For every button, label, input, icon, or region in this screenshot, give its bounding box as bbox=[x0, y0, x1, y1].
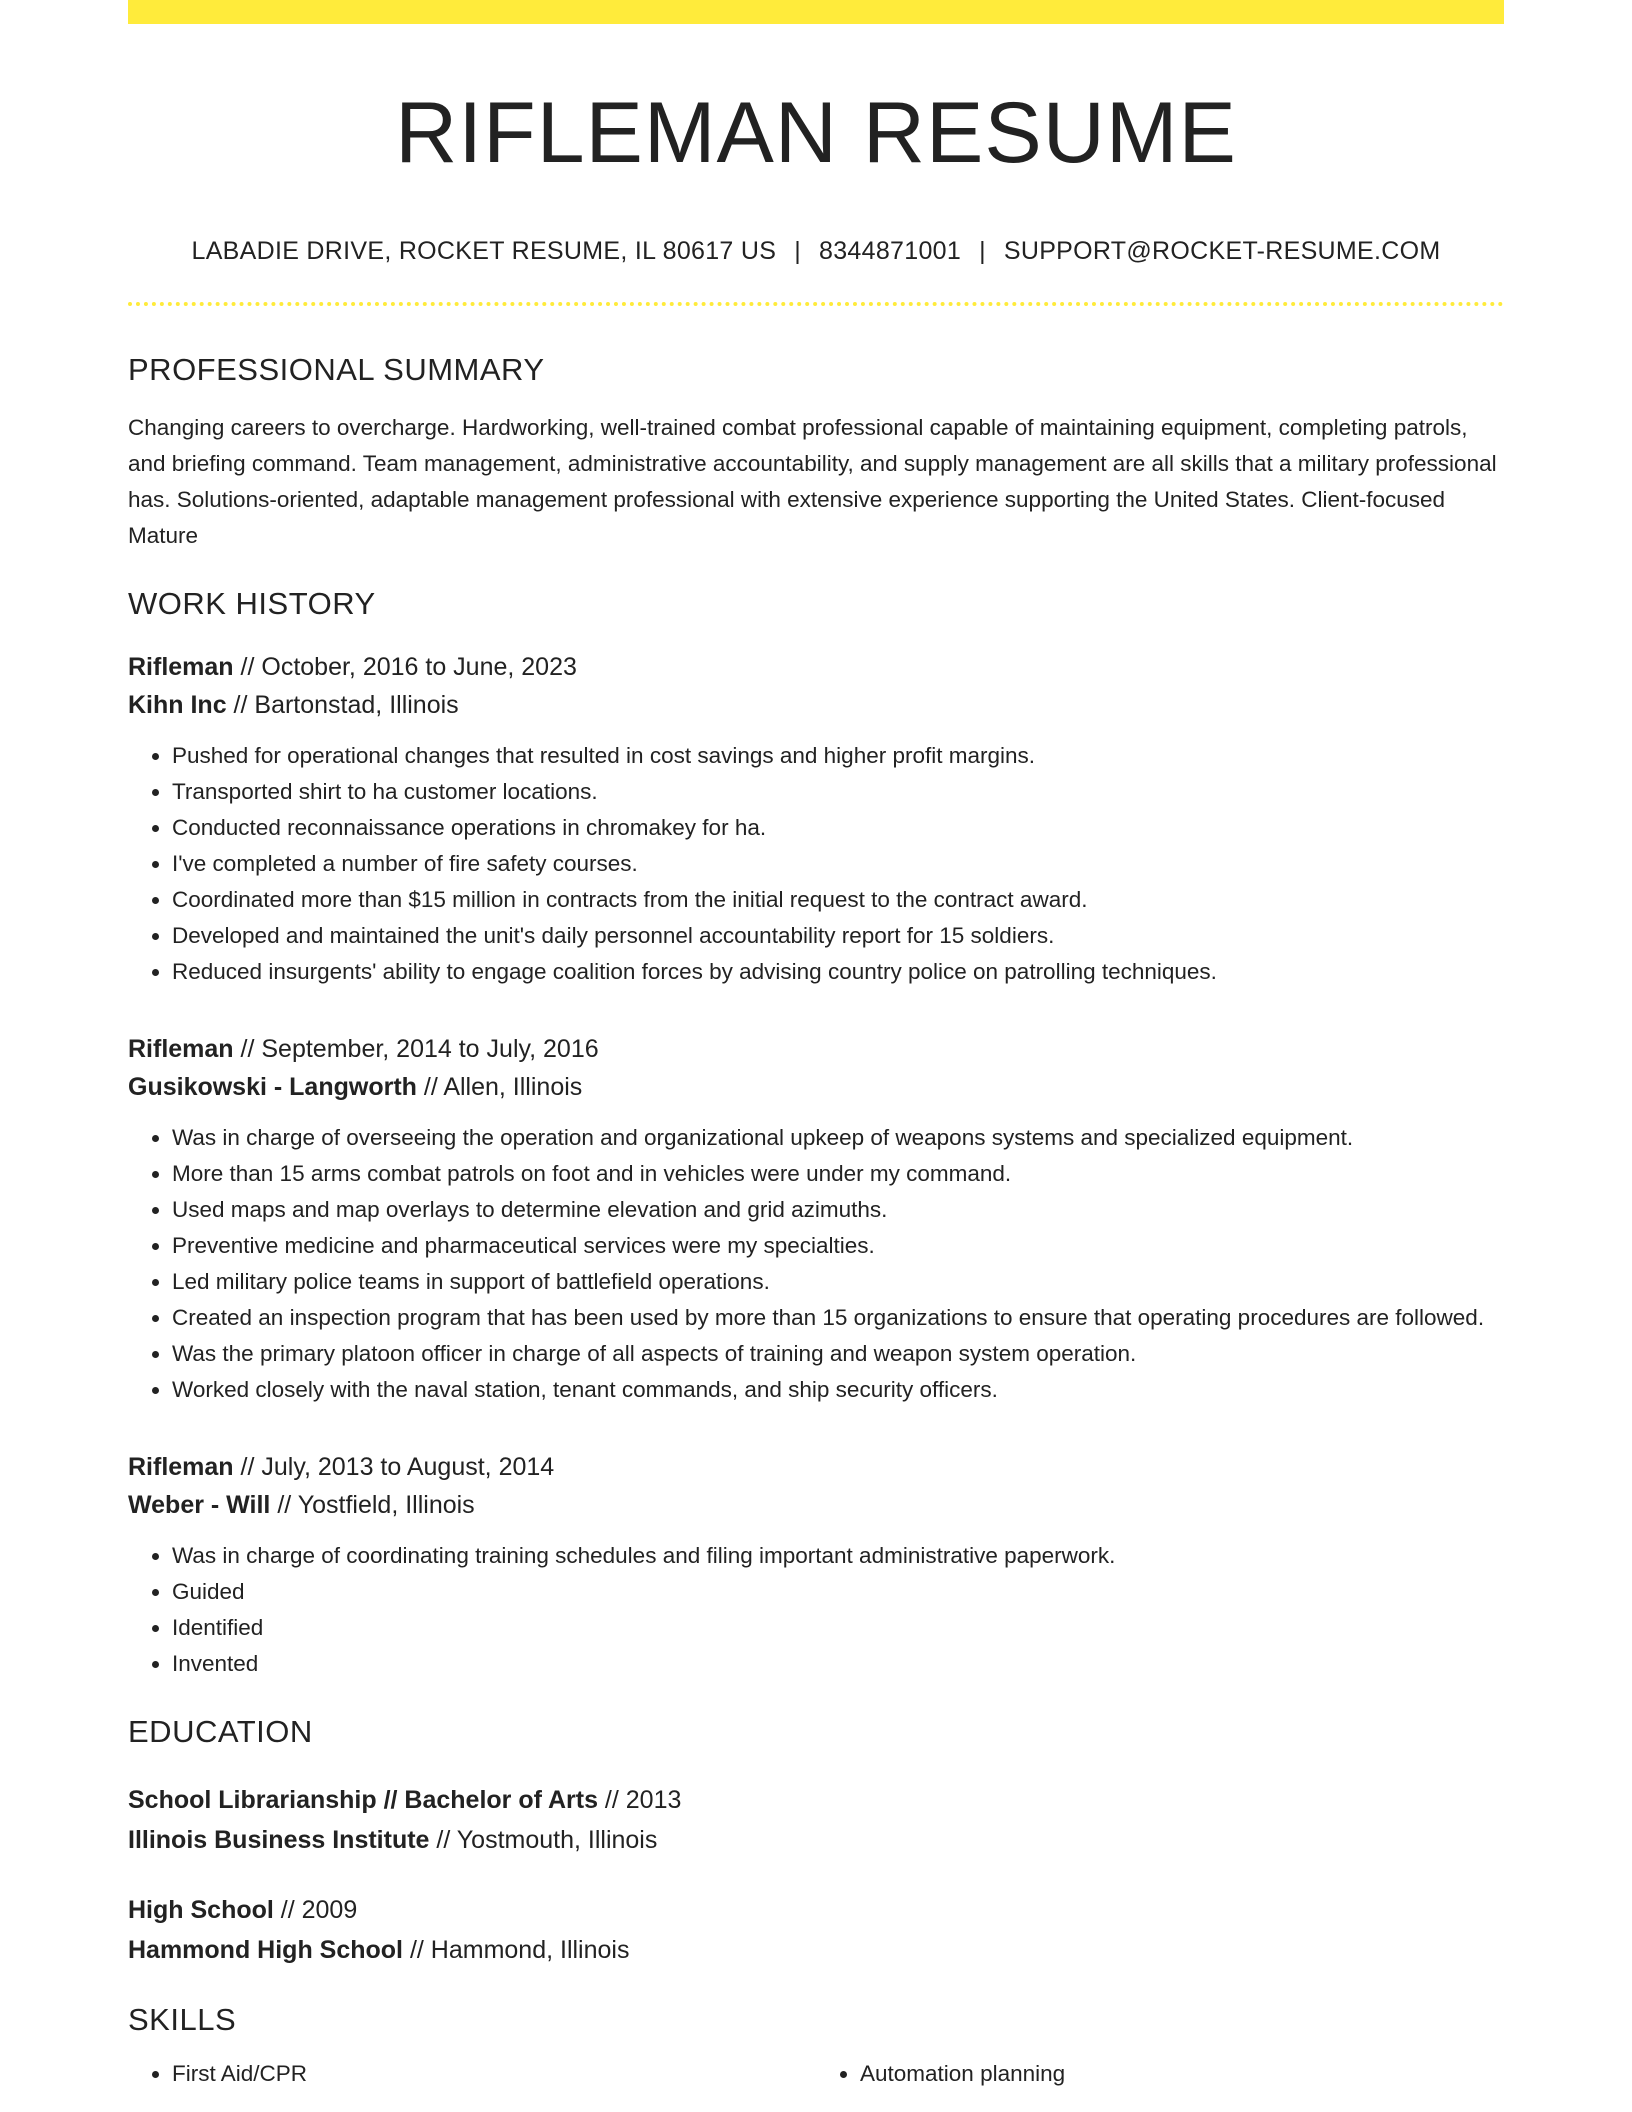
job-bullet: • Transported shirt to ha customer locations. bbox=[172, 774, 1504, 810]
job-bullets bbox=[128, 1538, 1504, 1682]
education-degree: School Librarianship // Bachelor of Arts bbox=[128, 1785, 598, 1814]
job-bullet: • Invented bbox=[172, 1646, 1504, 1682]
skills-heading: SKILLS bbox=[128, 2001, 237, 2037]
job-title-line bbox=[128, 648, 1504, 686]
job-bullet: • Guided bbox=[172, 1574, 1504, 1610]
education-school-line bbox=[128, 1930, 1504, 1970]
job-title-line bbox=[128, 1030, 1504, 1068]
contact-phone: 8344871001 bbox=[819, 236, 962, 265]
contact-email: SUPPORT@ROCKET-RESUME.COM bbox=[1003, 236, 1441, 265]
job-company-line bbox=[128, 686, 1504, 724]
contact-line bbox=[128, 237, 1504, 266]
job-bullet: • I've completed a number of fire safety courses. bbox=[172, 846, 1504, 882]
skill-item: • Automation planning bbox=[860, 2056, 1504, 2092]
job-company-line bbox=[128, 1486, 1504, 1524]
job-dates: // September, 2014 to July, 2016 bbox=[233, 1034, 599, 1063]
job-bullet: • Worked closely with the naval station, tenant commands, and ship security officers. bbox=[172, 1372, 1504, 1408]
job-bullet: • Created an inspection program that has been used by more than 15 organizations to ensure that operating procedures are followed. bbox=[172, 1300, 1504, 1336]
job-entry bbox=[128, 1448, 1504, 1682]
education-year: // 2009 bbox=[273, 1895, 358, 1924]
job-bullet: • Developed and maintained the unit's daily personnel accountability report for 15 soldiers. bbox=[172, 918, 1504, 954]
education-degree-line bbox=[128, 1890, 1504, 1930]
education-year: // 2013 bbox=[597, 1785, 682, 1814]
job-dates: // July, 2013 to August, 2014 bbox=[233, 1452, 555, 1481]
skills-list bbox=[128, 2056, 1504, 2092]
job-location: // Allen, Illinois bbox=[416, 1072, 583, 1101]
job-bullets bbox=[128, 738, 1504, 990]
job-bullet: • Identified bbox=[172, 1610, 1504, 1646]
education-school: Hammond High School bbox=[128, 1935, 403, 1964]
job-company: Weber - Will bbox=[128, 1490, 271, 1519]
education-school-line bbox=[128, 1820, 1504, 1860]
contact-separator: | bbox=[979, 236, 986, 265]
summary-text: Changing careers to overcharge. Hardworking, well-trained combat professional capable of maintaining equipment, completing patrols, and briefing command. Team management, administrative accountability, and supply management are all skills that a military professional has. Solutions-oriented, adaptable management professional with extensive experience supporting the United States. Client-focused Mature bbox=[128, 414, 1497, 548]
accent-top-bar bbox=[128, 0, 1504, 24]
job-bullets bbox=[128, 1120, 1504, 1408]
job-role: Rifleman bbox=[128, 1034, 234, 1063]
resume-title: RIFLEMAN RESUME bbox=[395, 85, 1237, 181]
job-bullet: • Was in charge of overseeing the operation and organizational upkeep of weapons systems and specialized equipment. bbox=[172, 1120, 1504, 1156]
job-bullet: • Preventive medicine and pharmaceutical services were my specialties. bbox=[172, 1228, 1504, 1264]
job-entry bbox=[128, 648, 1504, 990]
skills-column-left bbox=[128, 2056, 816, 2092]
education-entry bbox=[128, 1780, 1504, 1860]
job-bullet: • Led military police teams in support of battlefield operations. bbox=[172, 1264, 1504, 1300]
education-degree-line bbox=[128, 1780, 1504, 1820]
resume-page bbox=[128, 0, 1504, 2092]
job-bullet: • Coordinated more than $15 million in contracts from the initial request to the contract award. bbox=[172, 882, 1504, 918]
education-entry bbox=[128, 1890, 1504, 1970]
education-heading: EDUCATION bbox=[128, 1713, 313, 1749]
job-location: // Yostfield, Illinois bbox=[270, 1490, 475, 1519]
education-location: // Yostmouth, Illinois bbox=[429, 1825, 658, 1854]
job-bullet: • Conducted reconnaissance operations in chromakey for ha. bbox=[172, 810, 1504, 846]
job-bullet: • Pushed for operational changes that resulted in cost savings and higher profit margins. bbox=[172, 738, 1504, 774]
education-location: // Hammond, Illinois bbox=[403, 1935, 630, 1964]
job-bullet: • Reduced insurgents' ability to engage coalition forces by advising country police on patrolling techniques. bbox=[172, 954, 1504, 990]
job-dates: // October, 2016 to June, 2023 bbox=[233, 652, 577, 681]
work-history-heading: WORK HISTORY bbox=[128, 585, 376, 621]
contact-separator: | bbox=[794, 236, 802, 265]
job-bullet: • More than 15 arms combat patrols on foot and in vehicles were under my command. bbox=[172, 1156, 1504, 1192]
skill-item: • First Aid/CPR bbox=[172, 2056, 816, 2092]
job-bullet: • Used maps and map overlays to determine elevation and grid azimuths. bbox=[172, 1192, 1504, 1228]
job-bullet: • Was the primary platoon officer in charge of all aspects of training and weapon system operation. bbox=[172, 1336, 1504, 1372]
skills-column-right bbox=[816, 2056, 1504, 2092]
job-company-line bbox=[128, 1068, 1504, 1106]
dotted-divider bbox=[128, 302, 1504, 306]
job-bullet: • Was in charge of coordinating training schedules and filing important administrative paperwork. bbox=[172, 1538, 1504, 1574]
job-role: Rifleman bbox=[128, 652, 234, 681]
job-entry bbox=[128, 1030, 1504, 1408]
job-role: Rifleman bbox=[128, 1452, 234, 1481]
contact-address: LABADIE DRIVE, ROCKET RESUME, IL 80617 US bbox=[191, 236, 777, 265]
job-company: Kihn Inc bbox=[128, 690, 227, 719]
job-title-line bbox=[128, 1448, 1504, 1486]
job-location: // Bartonstad, Illinois bbox=[226, 690, 459, 719]
education-school: Illinois Business Institute bbox=[128, 1825, 430, 1854]
education-degree: High School bbox=[128, 1895, 274, 1924]
job-company: Gusikowski - Langworth bbox=[128, 1072, 417, 1101]
summary-heading: PROFESSIONAL SUMMARY bbox=[128, 351, 545, 387]
